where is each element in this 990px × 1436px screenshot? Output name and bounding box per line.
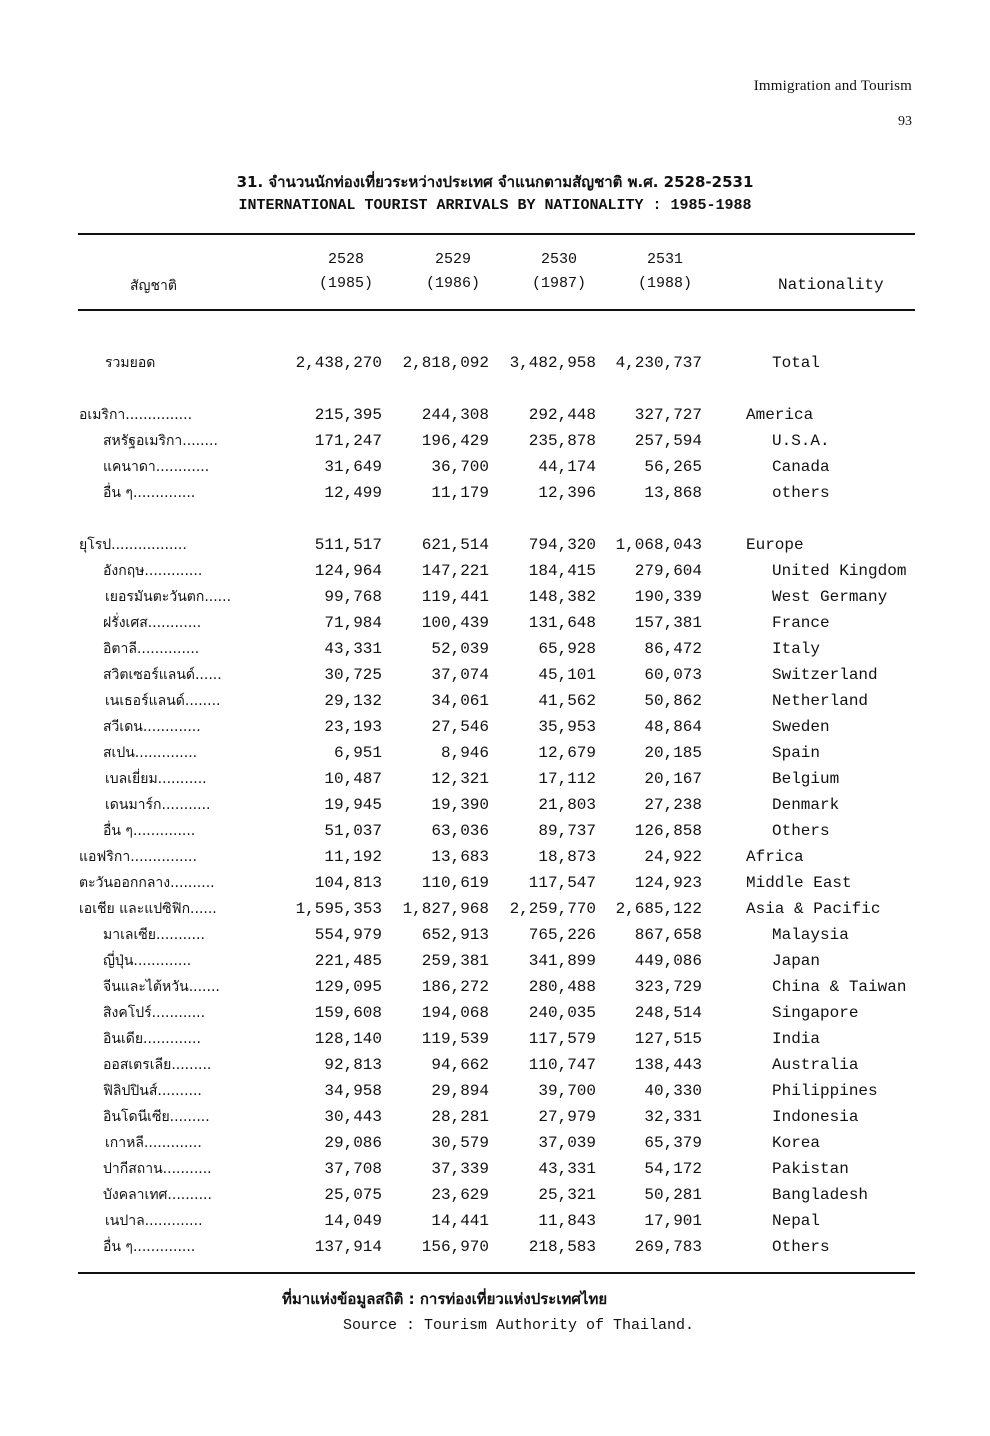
cell-value: 157,381 bbox=[634, 614, 702, 632]
year-header-1986 bbox=[403, 248, 503, 296]
row-label-english: Italy bbox=[772, 640, 821, 658]
cell-value: 280,488 bbox=[528, 978, 596, 996]
cell-value: 37,708 bbox=[324, 1160, 382, 1178]
column-head-english: Nationality bbox=[778, 276, 884, 294]
cell-value: 279,604 bbox=[634, 562, 702, 580]
table-row bbox=[0, 974, 990, 1000]
row-label-thai: อิตาลี.............. bbox=[103, 641, 200, 657]
cell-value: 52,039 bbox=[431, 640, 489, 658]
row-label-thai: ปากีสถาน........... bbox=[103, 1161, 212, 1177]
cell-value: 37,074 bbox=[431, 666, 489, 684]
row-label-english: Total bbox=[772, 354, 821, 372]
cell-value: 235,878 bbox=[528, 432, 596, 450]
row-label-thai: อินโดนีเซีย......... bbox=[103, 1109, 210, 1125]
cell-value: 2,438,270 bbox=[295, 354, 382, 372]
row-label-thai: สวิตเซอร์แลนด์...... bbox=[103, 667, 222, 683]
cell-value: 23,629 bbox=[431, 1186, 489, 1204]
header-rule bbox=[78, 309, 915, 311]
cell-value: 511,517 bbox=[314, 536, 382, 554]
cell-value: 11,179 bbox=[431, 484, 489, 502]
table-row bbox=[0, 636, 990, 662]
row-label-thai: ยุโรป................. bbox=[79, 537, 187, 553]
table-row bbox=[0, 818, 990, 844]
cell-value: 292,448 bbox=[528, 406, 596, 424]
cell-value: 27,546 bbox=[431, 718, 489, 736]
cell-value: 124,964 bbox=[314, 562, 382, 580]
year-header-1985 bbox=[296, 248, 396, 296]
year-be: 2530 bbox=[540, 251, 577, 268]
cell-value: 99,768 bbox=[324, 588, 382, 606]
cell-value: 20,185 bbox=[644, 744, 702, 762]
row-label-thai: มาเลเซีย........... bbox=[103, 927, 205, 943]
column-head-thai: สัญชาติ bbox=[130, 278, 177, 294]
source-thai: ที่มาแห่งข้อมูลสถิติ : การท่องเที่ยวแห่งประเทศไทย bbox=[282, 1290, 608, 1308]
row-label-thai: ฟิลิปปินส์.......... bbox=[103, 1083, 202, 1099]
cell-value: 30,579 bbox=[431, 1134, 489, 1152]
cell-value: 34,958 bbox=[324, 1082, 382, 1100]
cell-value: 36,700 bbox=[431, 458, 489, 476]
row-label-english: Middle East bbox=[746, 874, 852, 892]
table-row bbox=[0, 402, 990, 428]
cell-value: 29,894 bbox=[431, 1082, 489, 1100]
row-label-english: Spain bbox=[772, 744, 821, 762]
year-ce: (1985) bbox=[318, 275, 373, 292]
row-label-thai: แอฟริกา............... bbox=[79, 849, 197, 865]
cell-value: 11,843 bbox=[538, 1212, 596, 1230]
row-label-english: America bbox=[746, 406, 814, 424]
row-spacer bbox=[0, 506, 990, 532]
table-row bbox=[0, 428, 990, 454]
cell-value: 30,443 bbox=[324, 1108, 382, 1126]
row-label-english: Sweden bbox=[772, 718, 830, 736]
cell-value: 25,075 bbox=[324, 1186, 382, 1204]
year-header-1988 bbox=[615, 248, 715, 296]
row-label-thai: เอเชีย และแปซิฟิก...... bbox=[79, 901, 217, 917]
row-label-thai: เดนมาร์ก........... bbox=[105, 797, 211, 813]
row-label-thai: ญี่ปุ่น............. bbox=[103, 953, 192, 969]
table-title-english: INTERNATIONAL TOURIST ARRIVALS BY NATIONALITY : 1985-1988 bbox=[238, 197, 752, 214]
cell-value: 100,439 bbox=[421, 614, 489, 632]
table-row bbox=[0, 948, 990, 974]
cell-value: 30,725 bbox=[324, 666, 382, 684]
cell-value: 244,308 bbox=[421, 406, 489, 424]
row-label-thai: สเปน.............. bbox=[103, 745, 198, 761]
table-row bbox=[0, 844, 990, 870]
cell-value: 92,813 bbox=[324, 1056, 382, 1074]
table-title-thai: 31. จำนวนนักท่องเที่ยวระหว่างประเทศ จำแนกตามสัญชาติ พ.ศ. 2528-2531 bbox=[236, 173, 754, 191]
cell-value: 39,700 bbox=[538, 1082, 596, 1100]
cell-value: 60,073 bbox=[644, 666, 702, 684]
cell-value: 14,049 bbox=[324, 1212, 382, 1230]
cell-value: 24,922 bbox=[644, 848, 702, 866]
cell-value: 138,443 bbox=[634, 1056, 702, 1074]
cell-value: 50,862 bbox=[644, 692, 702, 710]
cell-value: 127,515 bbox=[634, 1030, 702, 1048]
cell-value: 449,086 bbox=[634, 952, 702, 970]
row-label-thai: เยอรมันตะวันตก...... bbox=[105, 589, 232, 605]
table-row bbox=[0, 740, 990, 766]
cell-value: 6,951 bbox=[333, 744, 382, 762]
row-label-english: Korea bbox=[772, 1134, 821, 1152]
cell-value: 221,485 bbox=[314, 952, 382, 970]
cell-value: 1,827,968 bbox=[402, 900, 489, 918]
row-label-english: West Germany bbox=[772, 588, 888, 606]
row-label-thai: สหรัฐอเมริกา........ bbox=[103, 433, 218, 449]
cell-value: 37,339 bbox=[431, 1160, 489, 1178]
year-ce: (1987) bbox=[531, 275, 586, 292]
cell-value: 128,140 bbox=[314, 1030, 382, 1048]
cell-value: 27,238 bbox=[644, 796, 702, 814]
cell-value: 765,226 bbox=[528, 926, 596, 944]
cell-value: 12,679 bbox=[538, 744, 596, 762]
bottom-rule bbox=[78, 1272, 915, 1274]
table-row bbox=[0, 1182, 990, 1208]
table-body bbox=[0, 350, 990, 1260]
cell-value: 21,803 bbox=[538, 796, 596, 814]
cell-value: 269,783 bbox=[634, 1238, 702, 1256]
row-label-english: others bbox=[772, 484, 830, 502]
cell-value: 2,259,770 bbox=[509, 900, 596, 918]
cell-value: 104,813 bbox=[314, 874, 382, 892]
row-label-thai: ตะวันออกกลาง.......... bbox=[79, 875, 215, 891]
row-label-thai: สวีเดน............. bbox=[103, 719, 201, 735]
cell-value: 4,230,737 bbox=[615, 354, 702, 372]
row-label-english: Switzerland bbox=[772, 666, 878, 684]
row-label-english: China & Taiwan bbox=[772, 978, 907, 996]
source-english: Source : Tourism Authority of Thailand. bbox=[343, 1317, 695, 1334]
cell-value: 17,112 bbox=[538, 770, 596, 788]
cell-value: 94,662 bbox=[431, 1056, 489, 1074]
cell-value: 29,086 bbox=[324, 1134, 382, 1152]
table-row bbox=[0, 688, 990, 714]
table-row bbox=[0, 1078, 990, 1104]
year-ce: (1986) bbox=[425, 275, 480, 292]
cell-value: 32,331 bbox=[644, 1108, 702, 1126]
cell-value: 51,037 bbox=[324, 822, 382, 840]
cell-value: 327,727 bbox=[634, 406, 702, 424]
cell-value: 323,729 bbox=[634, 978, 702, 996]
table-row bbox=[0, 584, 990, 610]
row-label-thai: จีนและไต้หวัน....... bbox=[103, 979, 220, 995]
table-row bbox=[0, 532, 990, 558]
table-row bbox=[0, 792, 990, 818]
cell-value: 18,873 bbox=[538, 848, 596, 866]
cell-value: 1,068,043 bbox=[615, 536, 702, 554]
row-label-english: United Kingdom bbox=[772, 562, 907, 580]
cell-value: 171,247 bbox=[314, 432, 382, 450]
row-label-english: U.S.A. bbox=[772, 432, 830, 450]
row-label-thai: อื่น ๆ.............. bbox=[103, 1239, 196, 1255]
row-label-thai: เกาหลี............. bbox=[105, 1135, 202, 1151]
cell-value: 48,864 bbox=[644, 718, 702, 736]
cell-value: 621,514 bbox=[421, 536, 489, 554]
cell-value: 124,923 bbox=[634, 874, 702, 892]
table-row bbox=[0, 896, 990, 922]
year-header-1987 bbox=[509, 248, 609, 296]
row-label-thai: เนเธอร์แลนด์........ bbox=[105, 693, 221, 709]
cell-value: 119,539 bbox=[421, 1030, 489, 1048]
cell-value: 126,858 bbox=[634, 822, 702, 840]
cell-value: 28,281 bbox=[431, 1108, 489, 1126]
row-label-english: Japan bbox=[772, 952, 821, 970]
row-label-english: Malaysia bbox=[772, 926, 849, 944]
row-label-english: Netherland bbox=[772, 692, 869, 710]
table-row bbox=[0, 480, 990, 506]
cell-value: 43,331 bbox=[538, 1160, 596, 1178]
running-head: Immigration and Tourism bbox=[753, 78, 912, 94]
cell-value: 117,579 bbox=[528, 1030, 596, 1048]
cell-value: 25,321 bbox=[538, 1186, 596, 1204]
row-label-thai: สิงคโปร์............ bbox=[103, 1005, 206, 1021]
cell-value: 40,330 bbox=[644, 1082, 702, 1100]
cell-value: 159,608 bbox=[314, 1004, 382, 1022]
row-label-thai: ฝรั่งเศส............ bbox=[103, 615, 202, 631]
row-label-thai: บังคลาเทศ.......... bbox=[103, 1187, 212, 1203]
row-spacer bbox=[0, 376, 990, 402]
cell-value: 54,172 bbox=[644, 1160, 702, 1178]
cell-value: 117,547 bbox=[528, 874, 596, 892]
table-row bbox=[0, 870, 990, 896]
cell-value: 110,619 bbox=[421, 874, 489, 892]
cell-value: 19,390 bbox=[431, 796, 489, 814]
row-label-english: Nepal bbox=[772, 1212, 821, 1230]
cell-value: 248,514 bbox=[634, 1004, 702, 1022]
cell-value: 50,281 bbox=[644, 1186, 702, 1204]
row-label-english: Denmark bbox=[772, 796, 840, 814]
cell-value: 794,320 bbox=[528, 536, 596, 554]
table-row bbox=[0, 1026, 990, 1052]
cell-value: 184,415 bbox=[528, 562, 596, 580]
table-row bbox=[0, 662, 990, 688]
cell-value: 3,482,958 bbox=[509, 354, 596, 372]
cell-value: 12,499 bbox=[324, 484, 382, 502]
row-label-thai: รวมยอด bbox=[105, 355, 156, 371]
table-row bbox=[0, 1052, 990, 1078]
cell-value: 71,984 bbox=[324, 614, 382, 632]
cell-value: 31,649 bbox=[324, 458, 382, 476]
cell-value: 110,747 bbox=[528, 1056, 596, 1074]
cell-value: 35,953 bbox=[538, 718, 596, 736]
row-label-english: France bbox=[772, 614, 830, 632]
cell-value: 240,035 bbox=[528, 1004, 596, 1022]
table-row bbox=[0, 558, 990, 584]
cell-value: 652,913 bbox=[421, 926, 489, 944]
cell-value: 131,648 bbox=[528, 614, 596, 632]
row-label-english: Australia bbox=[772, 1056, 859, 1074]
cell-value: 137,914 bbox=[314, 1238, 382, 1256]
row-label-thai: อื่น ๆ.............. bbox=[103, 485, 196, 501]
cell-value: 37,039 bbox=[538, 1134, 596, 1152]
cell-value: 190,339 bbox=[634, 588, 702, 606]
cell-value: 129,095 bbox=[314, 978, 382, 996]
cell-value: 89,737 bbox=[538, 822, 596, 840]
year-be: 2529 bbox=[434, 251, 471, 268]
cell-value: 8,946 bbox=[440, 744, 489, 762]
cell-value: 11,192 bbox=[324, 848, 382, 866]
cell-value: 65,379 bbox=[644, 1134, 702, 1152]
row-label-english: Bangladesh bbox=[772, 1186, 869, 1204]
table-row bbox=[0, 454, 990, 480]
table-row bbox=[0, 1104, 990, 1130]
cell-value: 17,901 bbox=[644, 1212, 702, 1230]
cell-value: 147,221 bbox=[421, 562, 489, 580]
year-ce: (1988) bbox=[637, 275, 692, 292]
row-label-english: Singapore bbox=[772, 1004, 859, 1022]
cell-value: 65,928 bbox=[538, 640, 596, 658]
cell-value: 14,441 bbox=[431, 1212, 489, 1230]
cell-value: 13,868 bbox=[644, 484, 702, 502]
table-row bbox=[0, 1156, 990, 1182]
cell-value: 56,265 bbox=[644, 458, 702, 476]
cell-value: 2,685,122 bbox=[615, 900, 702, 918]
row-label-thai: เนปาล............. bbox=[105, 1213, 203, 1229]
cell-value: 156,970 bbox=[421, 1238, 489, 1256]
row-label-english: Canada bbox=[772, 458, 830, 476]
table-row bbox=[0, 1130, 990, 1156]
cell-value: 218,583 bbox=[528, 1238, 596, 1256]
cell-value: 186,272 bbox=[421, 978, 489, 996]
cell-value: 41,562 bbox=[538, 692, 596, 710]
page-number: 93 bbox=[898, 114, 912, 129]
cell-value: 119,441 bbox=[421, 588, 489, 606]
cell-value: 196,429 bbox=[421, 432, 489, 450]
top-rule bbox=[78, 233, 915, 235]
cell-value: 63,036 bbox=[431, 822, 489, 840]
cell-value: 34,061 bbox=[431, 692, 489, 710]
row-label-english: India bbox=[772, 1030, 821, 1048]
cell-value: 86,472 bbox=[644, 640, 702, 658]
cell-value: 12,396 bbox=[538, 484, 596, 502]
cell-value: 259,381 bbox=[421, 952, 489, 970]
cell-value: 44,174 bbox=[538, 458, 596, 476]
table-row bbox=[0, 714, 990, 740]
row-label-english: Others bbox=[772, 822, 830, 840]
row-label-thai: แคนาดา............ bbox=[103, 459, 210, 475]
cell-value: 148,382 bbox=[528, 588, 596, 606]
row-label-thai: อื่น ๆ.............. bbox=[103, 823, 196, 839]
cell-value: 13,683 bbox=[431, 848, 489, 866]
row-label-english: Europe bbox=[746, 536, 804, 554]
table-row bbox=[0, 350, 990, 376]
cell-value: 554,979 bbox=[314, 926, 382, 944]
cell-value: 194,068 bbox=[421, 1004, 489, 1022]
cell-value: 215,395 bbox=[314, 406, 382, 424]
year-be: 2528 bbox=[327, 251, 364, 268]
cell-value: 2,818,092 bbox=[402, 354, 489, 372]
cell-value: 341,899 bbox=[528, 952, 596, 970]
row-label-english: Pakistan bbox=[772, 1160, 849, 1178]
table-row bbox=[0, 610, 990, 636]
cell-value: 12,321 bbox=[431, 770, 489, 788]
cell-value: 19,945 bbox=[324, 796, 382, 814]
row-label-english: Africa bbox=[746, 848, 804, 866]
cell-value: 23,193 bbox=[324, 718, 382, 736]
row-label-thai: อังกฤษ............. bbox=[103, 563, 203, 579]
table-row bbox=[0, 766, 990, 792]
row-label-thai: อินเดีย............. bbox=[103, 1031, 201, 1047]
cell-value: 27,979 bbox=[538, 1108, 596, 1126]
row-label-english: Philippines bbox=[772, 1082, 878, 1100]
cell-value: 257,594 bbox=[634, 432, 702, 450]
cell-value: 10,487 bbox=[324, 770, 382, 788]
cell-value: 43,331 bbox=[324, 640, 382, 658]
row-label-english: Belgium bbox=[772, 770, 840, 788]
row-label-thai: อเมริกา............... bbox=[79, 407, 193, 423]
table-row bbox=[0, 1208, 990, 1234]
cell-value: 45,101 bbox=[538, 666, 596, 684]
row-label-english: Asia & Pacific bbox=[746, 900, 881, 918]
row-label-english: Indonesia bbox=[772, 1108, 859, 1126]
table-title bbox=[0, 170, 990, 218]
row-label-thai: เบลเยี่ยม........... bbox=[105, 771, 207, 787]
cell-value: 20,167 bbox=[644, 770, 702, 788]
cell-value: 29,132 bbox=[324, 692, 382, 710]
table-row bbox=[0, 1234, 990, 1260]
table-row bbox=[0, 922, 990, 948]
cell-value: 1,595,353 bbox=[295, 900, 382, 918]
row-label-english: Others bbox=[772, 1238, 830, 1256]
row-label-thai: ออสเตรเลีย......... bbox=[103, 1057, 212, 1073]
year-be: 2531 bbox=[646, 251, 683, 268]
table-row bbox=[0, 1000, 990, 1026]
cell-value: 867,658 bbox=[634, 926, 702, 944]
